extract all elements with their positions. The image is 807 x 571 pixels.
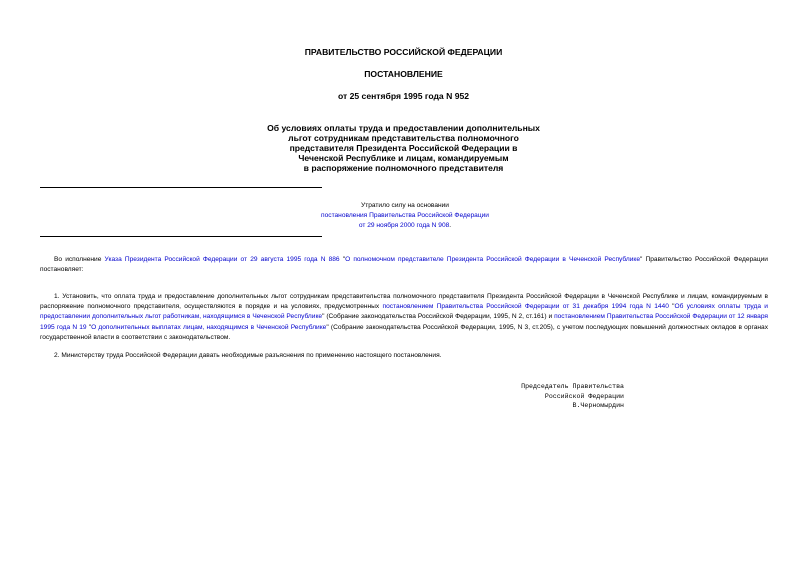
title-line: Чеченской Республике и лицам, командируемым (298, 153, 509, 163)
resolution-1440-title-link[interactable]: Об условиях оплаты труда и предоставлении дополнительных льгот работникам, находящимся в Чеченской Республике (40, 303, 768, 321)
resolution-19-title-link[interactable]: О дополнительных выплатах лицам, находящимся в Чеченской Республике (91, 323, 327, 331)
resolution-19-link[interactable]: постановлением Правительства Российской Федерации от 12 января 1995 года N 19 (40, 313, 768, 331)
repeal-note (270, 201, 540, 231)
repeal-note-text: Утратило силу на основании (361, 202, 449, 209)
decree-886-link[interactable]: Указа Президента Российской Федерации от 29 августа 1995 года N 886 (104, 256, 340, 263)
divider-bottom (40, 236, 322, 237)
signature-name: В.Черномырдин (572, 402, 624, 409)
title-line: льгот сотрудникам представительства полномочного (288, 133, 519, 143)
repeal-decree-date-link[interactable]: от 29 ноября 2000 года N 908 (358, 222, 450, 229)
repeal-decree-link[interactable]: постановления Правительства Российской Федерации (321, 212, 489, 219)
item-1-paragraph: 1. Установить, что оплата труда и предоставление дополнительных льгот сотрудникам представительства полномочного представителя Президента Российской Федерации в Чеченской Республике и лицам, командируемым в распоряжение полномочного представителя, осуществляются в порядке и на условиях, предусмотренных постановлением Правительства Российской Федерации от 31 декабря 1994 года N 1440 "Об условиях оплаты труда и предоставлении дополнительных льгот работникам, находящимся в Чеченской Республике" (Собрание законодательства Российской Федерации, 1995, N 2, ст.161) и постановлением Правительства Российской Федерации от 12 января 1995 года N 19 "О дополнительных выплатах лицам, находящимся в Чеченской Республике" (Собрание законодательства Российской Федерации, 1995, N 3, ст.205), с учетом последующих повышений должностных окладов в органах государственной власти в соответствии с законодательством. (40, 293, 768, 341)
title-line: представителя Президента Российской Федерации в (289, 143, 518, 153)
signature-position: Председатель Правительства (521, 383, 624, 390)
signature-org: Российской Федерации (544, 392, 624, 400)
repeal-note-end: . (449, 222, 452, 229)
divider-top (40, 187, 322, 188)
signature-block (521, 382, 624, 411)
item-2-paragraph: 2. Министерству труда Российской Федерации давать необходимые разъяснения по применению настоящего постановления. (54, 352, 442, 359)
document-date: от 25 сентября 1995 года N 952 (337, 91, 470, 101)
resolution-1440-link[interactable]: постановлением Правительства Российской Федерации от 31 декабря 1994 года N 1440 (382, 303, 669, 311)
title-line: Об условиях оплаты труда и предоставлении дополнительных (267, 123, 540, 133)
preamble-paragraph: Во исполнение Указа Президента Российской Федерации от 29 августа 1995 года N 886 "О полномочном представителе Президента Российской Федерации в Чеченской Республике" Правительство Российской Федерации постановляет: (40, 256, 768, 274)
title-line: в распоряжение полномочного представителя (303, 163, 504, 173)
issuer-heading: ПРАВИТЕЛЬСТВО РОССИЙСКОЙ ФЕДЕРАЦИИ (304, 47, 503, 57)
document-title (0, 123, 807, 173)
plenipotentiary-decree-title-link[interactable]: О полномочном представителе Президента Российской Федерации в Чеченской Республике (345, 256, 641, 263)
document-type: ПОСТАНОВЛЕНИЕ (364, 69, 443, 79)
